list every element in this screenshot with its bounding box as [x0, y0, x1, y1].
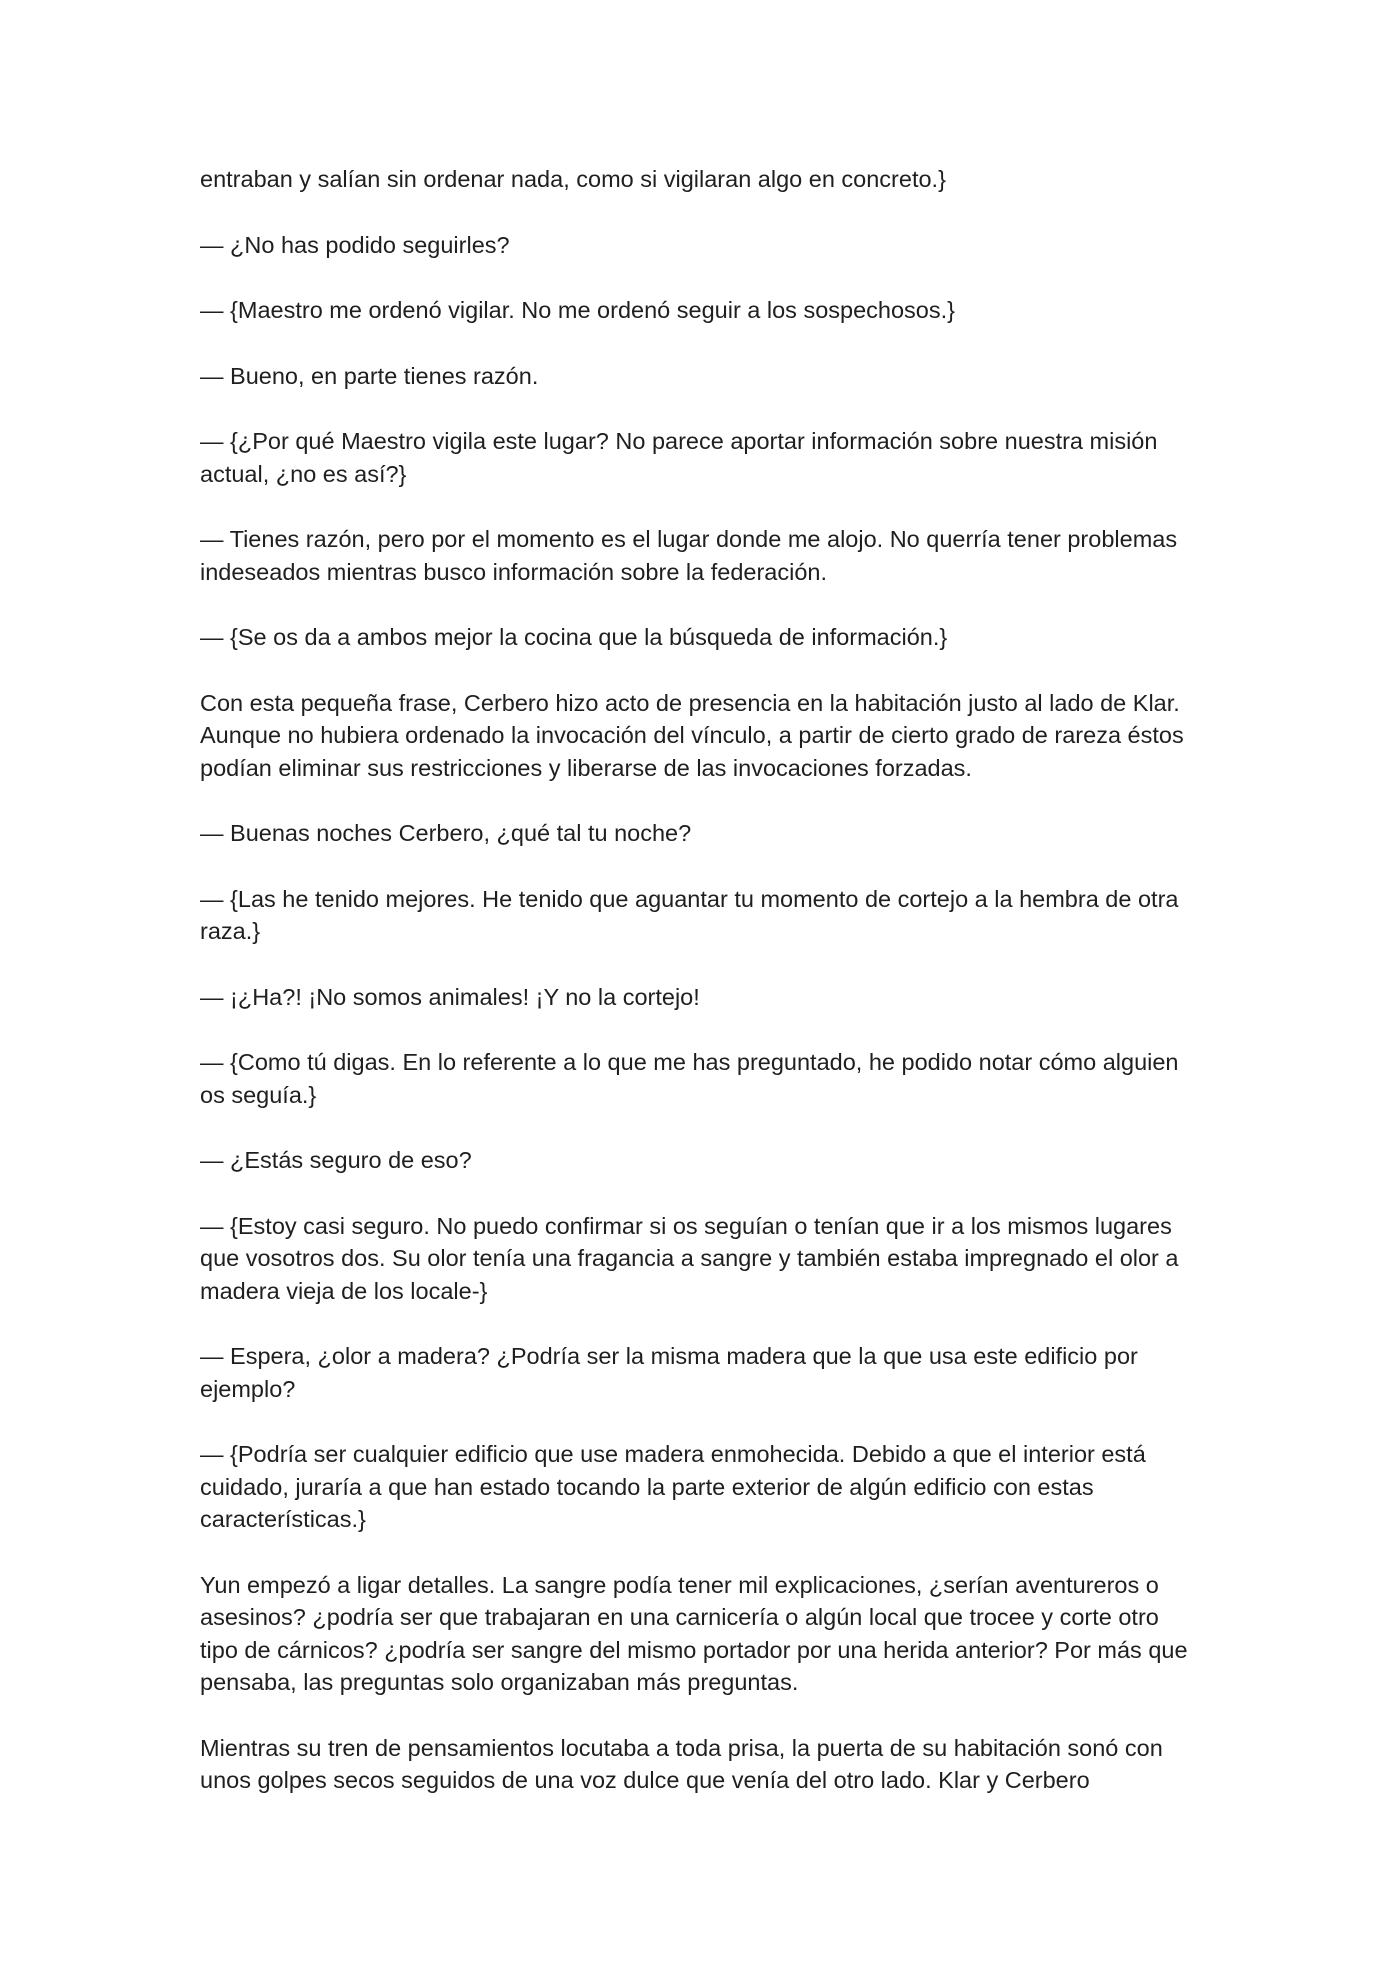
paragraph: — Tienes razón, pero por el momento es el lugar donde me alojo. No querría tener problemas indeseados mientras busco información sobre la federación. [200, 526, 1178, 585]
document-body [200, 163, 1200, 1797]
paragraph: — {¿Por qué Maestro vigila este lugar? No parece aportar información sobre nuestra misión actual, ¿no es así?} [200, 428, 1158, 487]
paragraph: — {Como tú digas. En lo referente a lo que me has preguntado, he podido notar cómo alguien os seguía.} [200, 1049, 1179, 1108]
paragraph: — Bueno, en parte tienes razón. [200, 362, 539, 389]
paragraph: — {Podría ser cualquier edificio que use madera enmohecida. Debido a que el interior está cuidado, juraría a que han estado tocando la parte exterior de algún edificio con estas características.} [200, 1441, 1146, 1532]
paragraph: Con esta pequeña frase, Cerbero hizo acto de presencia en la habitación justo al lado de Klar. Aunque no hubiera ordenado la invocación del vínculo, a partir de cierto grado de rareza éstos podían eliminar sus restricciones y liberarse de las invocaciones forzadas. [200, 689, 1184, 781]
paragraph: — {Se os da a ambos mejor la cocina que la búsqueda de información.} [200, 624, 948, 650]
paragraph: Mientras su tren de pensamientos locutaba a toda prisa, la puerta de su habitación sonó con unos golpes secos seguidos de una voz dulce que venía del otro lado. Klar y Cerbero [200, 1734, 1163, 1793]
paragraph: — {Estoy casi seguro. No puedo confirmar si os seguían o tenían que ir a los mismos lugares que vosotros dos. Su olor tenía una fragancia a sangre y también estaba impregnado el olor a madera vieja de los locale-} [200, 1212, 1179, 1304]
paragraph: — ¿Estás seguro de eso? [200, 1147, 472, 1173]
paragraph: — {Maestro me ordenó vigilar. No me ordenó seguir a los sospechosos.} [200, 297, 956, 323]
paragraph: — ¿No has podido seguirles? [200, 231, 510, 258]
paragraph: — ¡¿Ha?! ¡No somos animales! ¡Y no la cortejo! [200, 983, 700, 1010]
paragraph: — {Las he tenido mejores. He tenido que aguantar tu momento de cortejo a la hembra de otra raza.} [200, 885, 1179, 944]
paragraph: entraban y salían sin ordenar nada, como si vigilaran algo en concreto.} [200, 166, 946, 192]
paragraph: Yun empezó a ligar detalles. La sangre podía tener mil explicaciones, ¿serían aventureros o asesinos? ¿podría ser que trabajaran en una carnicería o algún local que trocee y corte otro tipo de cárnicos? ¿podría ser sangre del mismo portador por una herida anterior? Por más que pensaba, las preguntas solo organizaban más preguntas. [200, 1571, 1188, 1695]
paragraph: — Buenas noches Cerbero, ¿qué tal tu noche? [200, 820, 692, 846]
paragraph: — Espera, ¿olor a madera? ¿Podría ser la misma madera que la que usa este edificio por ejemplo? [200, 1343, 1138, 1402]
